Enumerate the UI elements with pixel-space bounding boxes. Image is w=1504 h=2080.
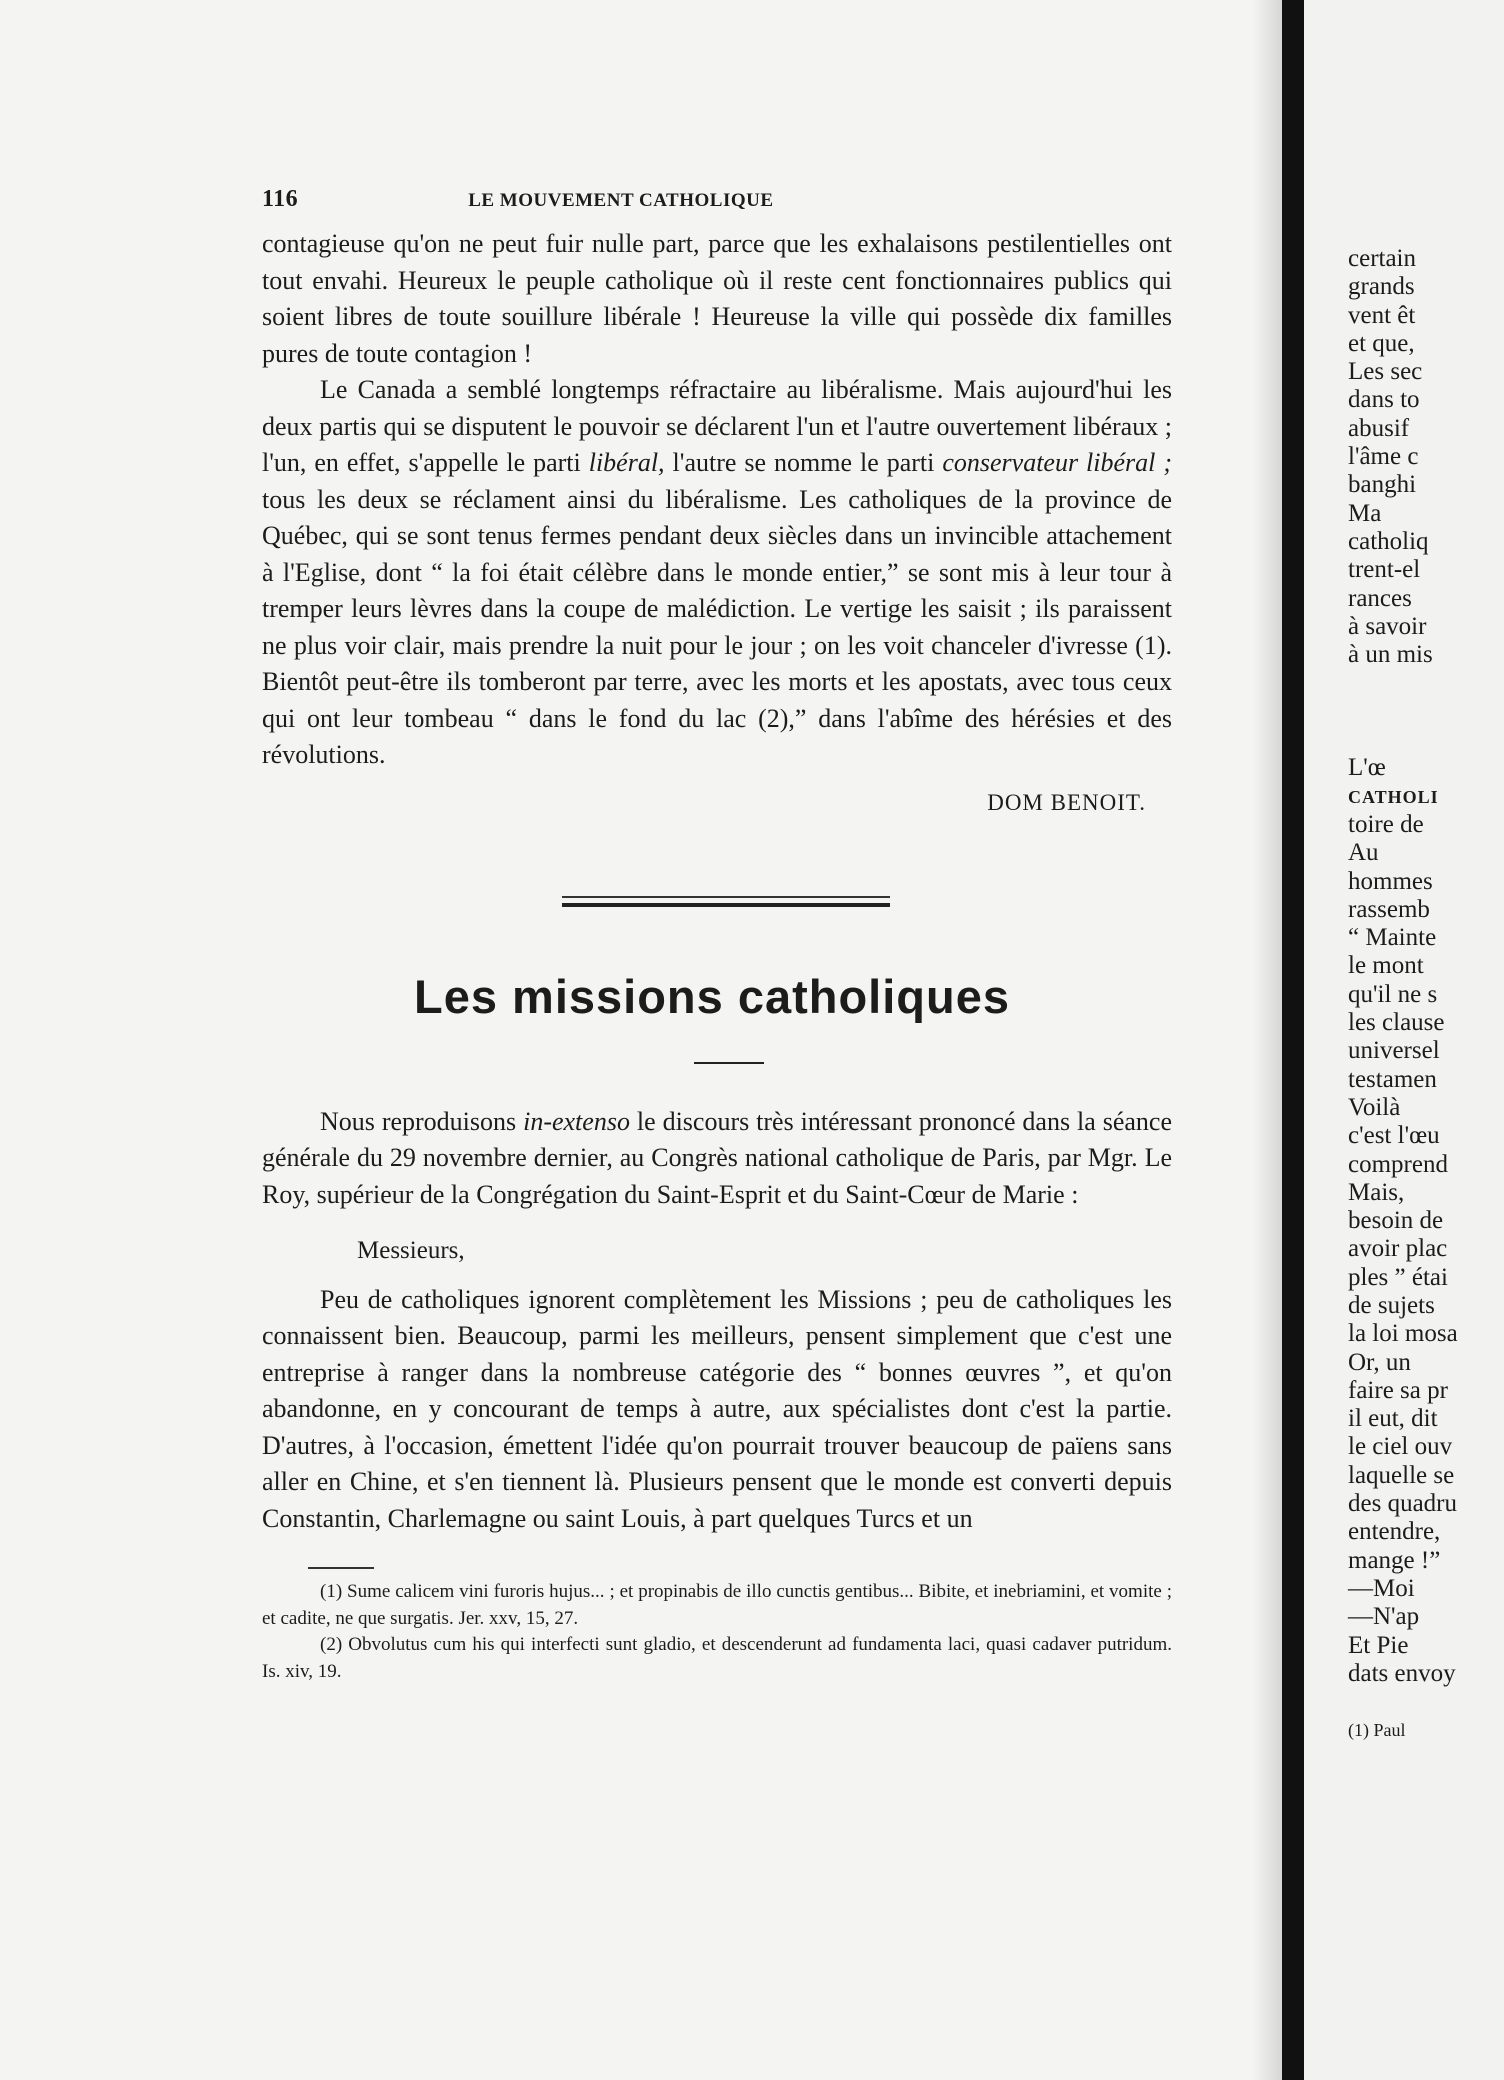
right-page-line: des quadru bbox=[1348, 1490, 1457, 1518]
text-run: tous les deux se réclament ainsi du libéralisme. Les catholiques de la province de Québec, qui se sont tenus fermes pendant deux siècles dans un invincible attachement à l'Eglise, dont “ la foi était célèbre dans le monde entier,” se sont mis à leur tour à tremper leurs lèvres dans la coupe de malédiction. Le vertige les saisit ; ils paraissent ne plus voir clair, mais prendre la nuit pour le jour ; on les voit chanceler d'ivresse (1). Bientôt peut-être ils tomberont par terre, avec les morts et les apostats, avec tous ceux qui ont leur tombeau “ dans le fond du lac (2),” dans l'abîme des hérésies et des révolutions. bbox=[262, 484, 1172, 769]
right-page-line: universel bbox=[1348, 1037, 1440, 1065]
article-paragraph: contagieuse qu'on ne peut fuir nulle part, parce que les exhalaisons pestilentielles ont tout envahi. Heureux le peuple catholique où il reste cent fonctionnaires publics qui soient libres de toute souillure libérale ! Heureuse la ville qui possède dix familles pures de toute contagion ! bbox=[262, 229, 1172, 368]
text-run: l'autre se nomme le parti bbox=[672, 448, 935, 477]
right-page-line: Et Pie bbox=[1348, 1631, 1409, 1659]
right-page-line: ples ” étai bbox=[1348, 1263, 1448, 1291]
right-page-line: L'œ bbox=[1348, 754, 1386, 782]
right-page-line: dans to bbox=[1348, 386, 1420, 414]
footnote-1: (1) Sume calicem vini furoris hujus... ; et propinabis de illo cunctis gentibus... Bibite, et inebriamini, et vomite ; et cadite, ne que surgatis. Jer. xxv, 15, 27. bbox=[262, 1581, 1172, 1629]
article-paragraph-canada bbox=[262, 372, 1172, 774]
right-page-line: il eut, dit bbox=[1348, 1405, 1438, 1433]
right-page-line: l'âme c bbox=[1348, 443, 1419, 471]
emphasis-conservateur-liberal: conservateur libéral ; bbox=[942, 448, 1173, 477]
right-page-line: le mont bbox=[1348, 952, 1424, 980]
right-page-line: les clause bbox=[1348, 1009, 1445, 1037]
right-page-line: Les sec bbox=[1348, 358, 1423, 386]
right-page-line: la loi mosa bbox=[1348, 1320, 1458, 1348]
right-page-line bbox=[1348, 669, 1504, 697]
right-page-line: Ma bbox=[1348, 499, 1382, 527]
text-run: le discours très intéressant prononcé dans la séance générale du 29 novembre dernier, au Congrès national catholique de Paris, par Mgr. Le Roy, supérieur de la Congrégation du Saint-Esprit et du Saint-Cœur de Marie : bbox=[262, 1106, 1173, 1209]
right-page-line bbox=[1348, 726, 1504, 754]
right-page-line: “ Mainte bbox=[1348, 924, 1437, 952]
right-page-line: et que, bbox=[1348, 329, 1415, 357]
body-paragraph: Peu de catholiques ignorent complètement les Missions ; peu de catholiques les connaissent bien. Beaucoup, parmi les meilleurs, pensent simplement que c'est une entreprise à ranger dans la nombreuse catégorie des “ bonnes œuvres ”, et qu'on abandonne, en y concourant de temps à autre, aux spécialistes dont c'est la partie. D'autres, à l'occasion, émettent l'idée qu'on pourrait trouver beaucoup de païens sans aller en Chine, et s'en tiennent là. Plusieurs pensent que le monde est converti depuis Constantin, Charlemagne ou saint Louis, à part quelques Turcs et un bbox=[262, 1284, 1172, 1533]
right-page-line: de sujets bbox=[1348, 1291, 1435, 1319]
page-number: 116 bbox=[262, 186, 299, 212]
right-page-line: Au bbox=[1348, 839, 1379, 867]
right-page-line: trent-el bbox=[1348, 556, 1421, 584]
right-page bbox=[1304, 0, 1504, 2080]
binding-shadow bbox=[1252, 0, 1282, 2080]
right-page-line: rances bbox=[1348, 584, 1412, 612]
footnote-2: (2) Obvolutus cum his qui interfecti sunt gladio, et descenderunt ad fundamenta laci, quasi cadaver putridum. Is. xiv, 19. bbox=[262, 1634, 1172, 1682]
page-content bbox=[262, 186, 1172, 1685]
text-run: Le Canada a semblé longtemps réfractaire au libéralisme. Mais aujourd'hui les deux partis qui se disputent le pouvoir se déclarent l'un et l'autre ouvertement libéraux ; l'un, en effet, s'appelle le parti bbox=[262, 375, 1172, 477]
right-page-line: Mais, bbox=[1348, 1178, 1405, 1206]
right-page-line: certain bbox=[1348, 245, 1417, 272]
title-rule bbox=[694, 1062, 764, 1064]
section-divider bbox=[562, 896, 890, 907]
right-page-line: —Moi bbox=[1348, 1574, 1415, 1602]
right-page-line: banghi bbox=[1348, 471, 1417, 499]
right-page-line: à un mis bbox=[1348, 641, 1433, 669]
right-page-line: Voilà bbox=[1348, 1093, 1401, 1121]
right-page-line: le ciel ouv bbox=[1348, 1433, 1453, 1461]
emphasis-in-extenso: in-extenso bbox=[523, 1106, 630, 1136]
intro-paragraph bbox=[262, 1104, 1172, 1214]
right-page-line: toire de bbox=[1348, 810, 1424, 838]
right-page-fragments bbox=[1348, 245, 1504, 1745]
right-page-line: catholiq bbox=[1348, 527, 1429, 555]
right-page-line: rassemb bbox=[1348, 895, 1430, 923]
right-page-line: comprend bbox=[1348, 1150, 1448, 1178]
running-head: LE MOUVEMENT CATHOLIQUE bbox=[468, 190, 774, 211]
right-page-line: qu'il ne s bbox=[1348, 980, 1438, 1008]
right-page-line: vent êt bbox=[1348, 301, 1416, 329]
right-page-line: entendre, bbox=[1348, 1518, 1441, 1546]
right-page-line: —N'ap bbox=[1348, 1603, 1420, 1631]
right-page-line: abusif bbox=[1348, 414, 1410, 442]
book-gutter bbox=[1282, 0, 1304, 2080]
right-page-line bbox=[1348, 1688, 1504, 1716]
right-page-line: dats envoy bbox=[1348, 1659, 1456, 1687]
right-page-line: à savoir bbox=[1348, 612, 1427, 640]
right-page-line: avoir plac bbox=[1348, 1235, 1448, 1263]
right-page-line: hommes bbox=[1348, 867, 1433, 895]
right-page-line: laquelle se bbox=[1348, 1461, 1455, 1489]
right-page-line: c'est l'œu bbox=[1348, 1122, 1440, 1150]
emphasis-liberal: libéral, bbox=[588, 448, 665, 477]
footnote-rule bbox=[308, 1567, 374, 1569]
page-header bbox=[262, 186, 1172, 226]
right-page-line: (1) Paul bbox=[1348, 1720, 1406, 1741]
right-page-line: CATHOLI bbox=[1348, 786, 1439, 807]
salutation: Messieurs, bbox=[357, 1237, 465, 1264]
author-signature: DOM BENOIT. bbox=[987, 789, 1146, 815]
right-page-line: grands bbox=[1348, 273, 1415, 301]
right-page-line: faire sa pr bbox=[1348, 1376, 1448, 1404]
right-page-line: mange !” bbox=[1348, 1546, 1441, 1574]
right-page-line: besoin de bbox=[1348, 1207, 1444, 1235]
right-page-line: testamen bbox=[1348, 1065, 1437, 1093]
right-page-line bbox=[1348, 698, 1504, 726]
text-run: Nous reproduisons bbox=[320, 1106, 517, 1136]
article-title: Les missions catholiques bbox=[413, 969, 1010, 1023]
right-page-line: Or, un bbox=[1348, 1348, 1411, 1376]
